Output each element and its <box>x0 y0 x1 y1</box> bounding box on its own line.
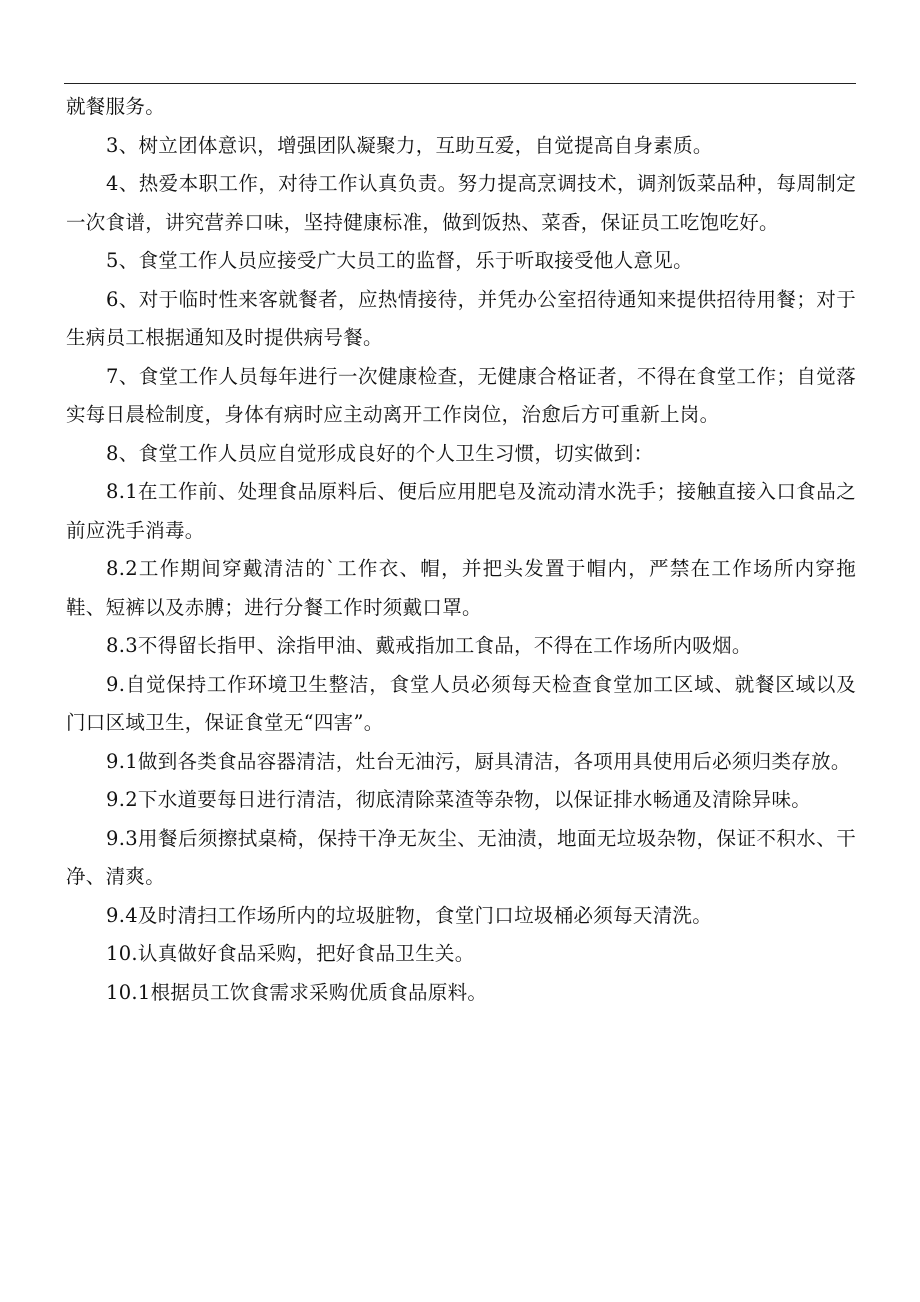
paragraph: 8.2工作期间穿戴清洁的`工作衣、帽，并把头发置于帽内，严禁在工作场所内穿拖鞋、短裤以及赤膊；进行分餐工作时须戴口罩。 <box>66 557 856 619</box>
paragraph: 9.2下水道要每日进行清洁，彻底清除菜渣等杂物，以保证排水畅通及清除异味。 <box>106 788 812 811</box>
paragraph: 5、食堂工作人员应接受广大员工的监督，乐于听取接受他人意见。 <box>106 249 693 272</box>
paragraph: 8.3不得留长指甲、涂指甲油、戴戒指加工食品，不得在工作场所内吸烟。 <box>106 634 752 657</box>
paragraph: 8.1在工作前、处理食品原料后、便后应用肥皂及流动清水洗手；接触直接入口食品之前应洗手消毒。 <box>66 480 856 542</box>
header-rule <box>64 83 856 84</box>
paragraph: 8、食堂工作人员应自觉形成良好的个人卫生习惯，切实做到： <box>106 441 654 465</box>
document-body <box>66 88 856 1012</box>
paragraph: 9.自觉保持工作环境卫生整洁，食堂人员必须每天检查食堂加工区域、就餐区域以及门口区域卫生，保证食堂无“四害”。 <box>66 672 856 734</box>
paragraph: 6、对于临时性来客就餐者，应热情接待，并凭办公室招待通知来提供招待用餐；对于生病员工根据通知及时提供病号餐。 <box>66 287 856 349</box>
paragraph: 9.4及时清扫工作场所内的垃圾脏物，食堂门口垃圾桶必须每天清洗。 <box>106 903 713 927</box>
paragraph: 10.认真做好食品采购，把好食品卫生关。 <box>106 942 475 965</box>
paragraph: 10.1根据员工饮食需求采购优质食品原料。 <box>106 980 488 1004</box>
paragraph: 9.3用餐后须擦拭桌椅，保持干净无灰尘、无油渍，地面无垃圾杂物，保证不积水、干净、清爽。 <box>66 826 856 888</box>
paragraph: 4、热爱本职工作，对待工作认真负责。努力提高烹调技术，调剂饭菜品种，每周制定一次食谱，讲究营养口味，坚持健康标准，做到饭热、菜香，保证员工吃饱吃好。 <box>66 172 856 234</box>
paragraph: 9.1做到各类食品容器清洁，灶台无油污，厨具清洁，各项用具使用后必须归类存放。 <box>106 749 851 773</box>
paragraph: 3、树立团体意识，增强团队凝聚力，互助互爱，自觉提高自身素质。 <box>106 133 713 157</box>
paragraph: 7、食堂工作人员每年进行一次健康检查，无健康合格证者，不得在食堂工作；自觉落实每日晨检制度，身体有病时应主动离开工作岗位，治愈后方可重新上岗。 <box>66 364 856 426</box>
paragraph: 就餐服务。 <box>66 95 166 118</box>
